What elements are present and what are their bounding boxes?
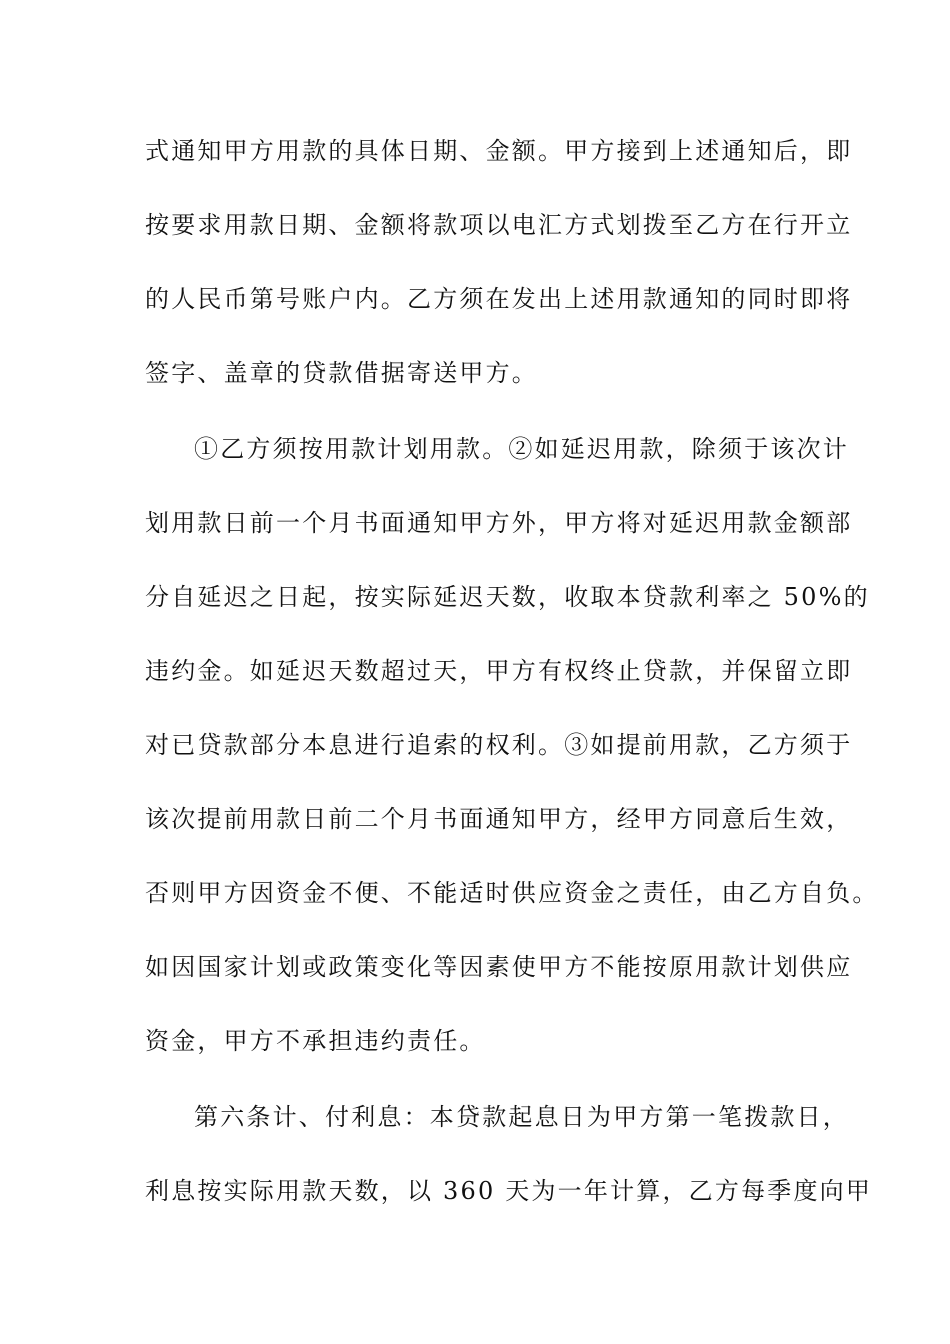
text-line: 资金，甲方不承担违约责任。	[145, 1027, 486, 1055]
text-line: 按要求用款日期、金额将款项以电汇方式划拨至乙方在行开立	[145, 211, 853, 239]
text-line: 分自延迟之日起，按实际延迟天数，收取本贷款利率之 50%的	[145, 583, 870, 611]
text-line: 式通知甲方用款的具体日期、金额。甲方接到上述通知后，即	[145, 137, 853, 165]
text-line: 签字、盖章的贷款借据寄送甲方。	[145, 359, 538, 387]
text-line: 第六条计、付利息：本贷款起息日为甲方第一笔拨款日，	[194, 1103, 849, 1131]
text-line: 该次提前用款日前二个月书面通知甲方，经甲方同意后生效，	[145, 805, 853, 833]
text-line: 违约金。如延迟天数超过天，甲方有权终止贷款，并保留立即	[145, 657, 853, 685]
text-line: ①乙方须按用款计划用款。②如延迟用款，除须于该次计	[194, 435, 849, 463]
text-line: 如因国家计划或政策变化等因素使甲方不能按原用款计划供应	[145, 953, 853, 981]
text-line: 否则甲方因资金不便、不能适时供应资金之责任，由乙方自负。	[145, 879, 879, 907]
text-line: 划用款日前一个月书面通知甲方外，甲方将对延迟用款金额部	[145, 509, 853, 537]
text-line: 利息按实际用款天数，以 360 天为一年计算，乙方每季度向甲	[145, 1177, 873, 1205]
text-line: 的人民币第号账户内。乙方须在发出上述用款通知的同时即将	[145, 285, 853, 313]
text-line: 对已贷款部分本息进行追索的权利。③如提前用款，乙方须于	[145, 731, 853, 759]
